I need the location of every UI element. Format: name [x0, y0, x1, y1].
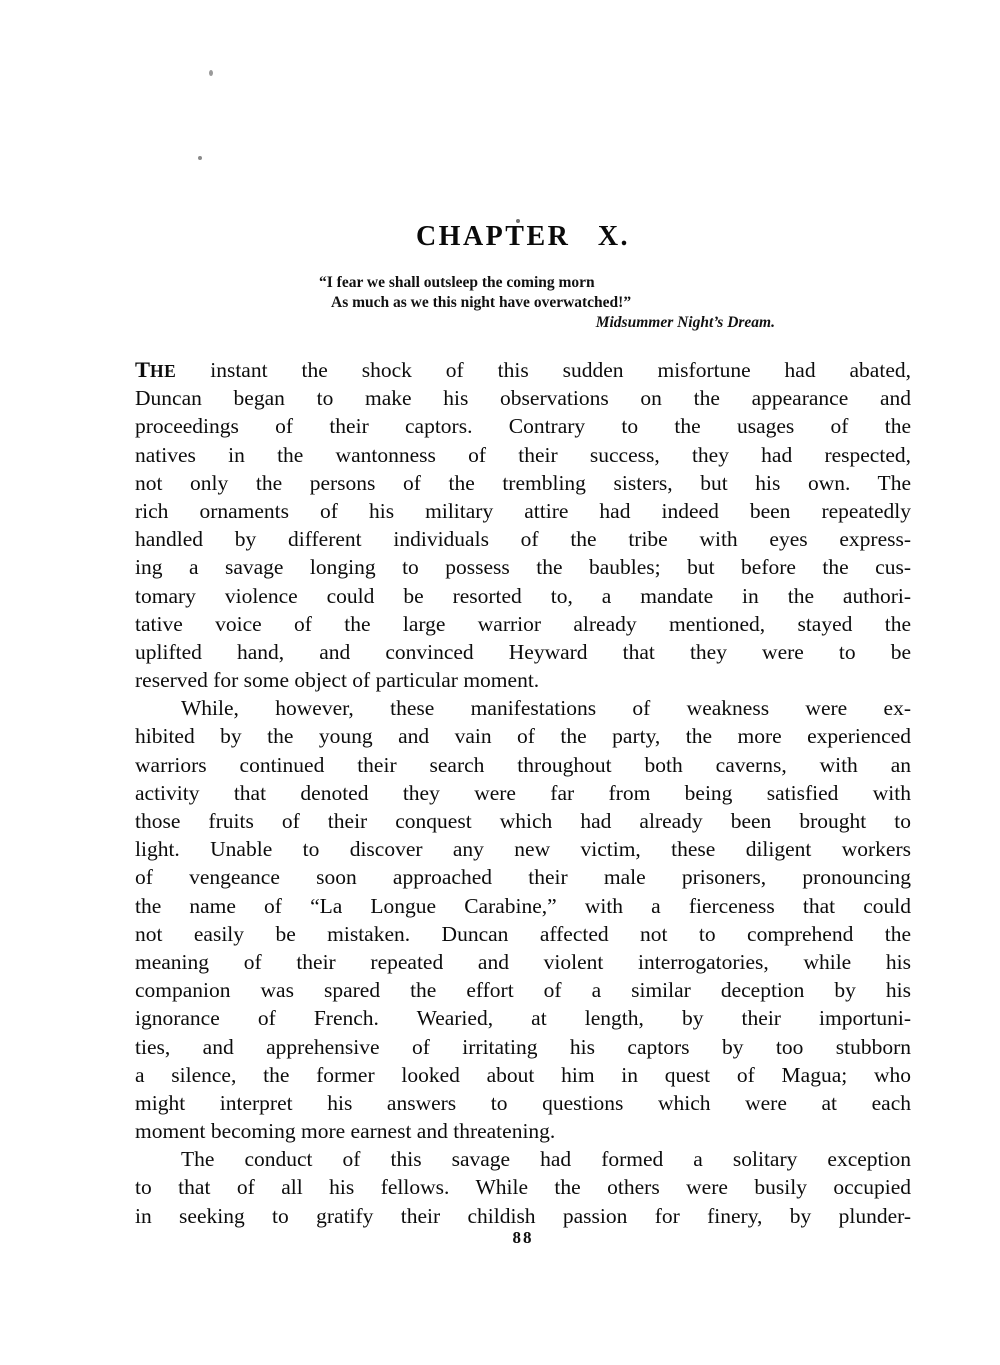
- body-line: not easily be mistaken. Duncan affected not to comprehend the: [135, 921, 911, 946]
- body-line: The conduct of this savage had formed a solitary exception: [181, 1147, 911, 1172]
- body-line: ignorance of French. Wearied, at length, by their importuni-: [135, 1006, 911, 1031]
- epigraph-line-1: “I fear we shall outsleep the coming morn: [319, 274, 595, 291]
- smallcaps-lead: T: [135, 357, 151, 382]
- page-number: 88: [512, 1228, 534, 1247]
- body-line: those fruits of their conquest which had already been brought to: [135, 809, 911, 833]
- body-line: meaning of their repeated and violent interrogatories, while his: [135, 949, 911, 974]
- body-line: to that of all his fellows. While the others were busily occupied: [135, 1175, 911, 1200]
- body-line: light. Unable to discover any new victim, these diligent workers: [135, 837, 911, 862]
- body-line: hibited by the young and vain of the party, the more experienced: [135, 724, 911, 749]
- body-line: handled by different individuals of the tribe with eyes express-: [135, 527, 911, 552]
- body-line: a silence, the former looked about him in quest of Magua; who: [135, 1062, 911, 1087]
- body-line: companion was spared the effort of a similar deception by his: [135, 978, 911, 1003]
- body-line: Duncan began to make his observations on the appearance and: [135, 386, 911, 411]
- body-line: While, however, these manifestations of weakness were ex-: [181, 696, 911, 721]
- chapter-heading: CHAPTER X.: [415, 221, 631, 252]
- body-line: activity that denoted they were far from being satisfied with: [135, 780, 911, 805]
- body-line: THE instant the shock of this sudden misfortune had abated,: [135, 357, 911, 382]
- epigraph: [319, 273, 777, 333]
- body-line: moment becoming more earnest and threatening.: [135, 1119, 556, 1144]
- body-text: [135, 356, 911, 1230]
- body-line: tative voice of the large warrior already mentioned, stayed the: [135, 611, 911, 636]
- paragraph-1: [135, 356, 911, 694]
- body-line: the name of “La Longue Carabine,” with a fierceness that could: [135, 893, 911, 918]
- body-line: tomary violence could be resorted to, a mandate in the authori-: [135, 583, 911, 608]
- body-line: rich ornaments of his military attire had indeed been repeatedly: [135, 498, 911, 523]
- body-line: might interpret his answers to questions which were at each: [135, 1090, 911, 1115]
- body-line: ing a savage longing to possess the baubles; but before the cus-: [135, 555, 911, 580]
- smallcaps-rest: HE: [150, 361, 177, 381]
- body-line: of vengeance soon approached their male prisoners, pronouncing: [135, 865, 911, 890]
- paragraph-3: [135, 1145, 911, 1230]
- body-line: uplifted hand, and convinced Heyward that they were to be: [135, 639, 911, 664]
- scan-speck: [198, 156, 202, 160]
- scan-speck: [209, 70, 213, 76]
- body-line: in seeking to gratify their childish passion for finery, by plunder-: [135, 1203, 911, 1228]
- body-line: warriors continued their search throughout both caverns, with an: [135, 752, 911, 777]
- body-line: proceedings of their captors. Contrary to the usages of the: [135, 414, 911, 439]
- body-line: natives in the wantonness of their success, they had respected,: [135, 442, 911, 467]
- body-line: ties, and apprehensive of irritating his captors by too stubborn: [135, 1034, 911, 1059]
- epigraph-attribution: Midsummer Night’s Dream.: [595, 314, 775, 331]
- epigraph-line-2: As much as we this night have overwatched!”: [331, 294, 632, 311]
- paragraph-2: [135, 694, 911, 1145]
- body-line: reserved for some object of particular moment.: [135, 668, 540, 693]
- body-line: not only the persons of the trembling sisters, but his own. The: [135, 470, 911, 495]
